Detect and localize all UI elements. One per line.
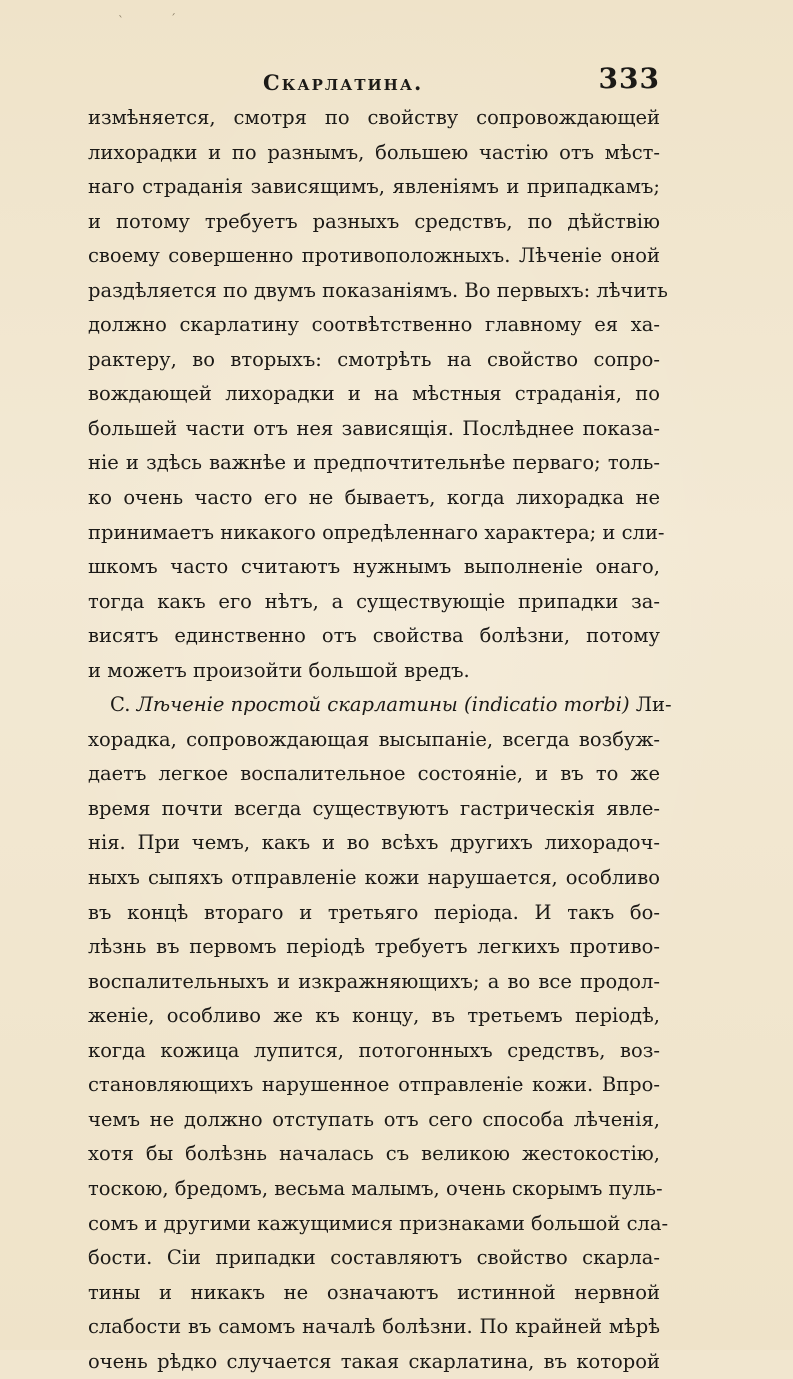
text-line: слабости въ самомъ началѣ болѣзни. По крайней мѣрѣ (88, 1315, 660, 1339)
text-line: ныхъ сыпяхъ отправленіе кожи нарушается, особливо (88, 866, 660, 890)
text-line: когда кожица лупится, потогонныхъ средствъ, воз- (88, 1038, 660, 1062)
page-number: 333 (598, 62, 660, 95)
text-line: большей части отъ нея зависящія. Послѣднее показа- (88, 416, 660, 440)
text-line: ко очень часто его не бываетъ, когда лихорадка не (88, 486, 660, 510)
text-line: хотя бы болѣзнь началась съ великою жестокостію, (88, 1142, 660, 1166)
text-line: принимаетъ никакого опредѣленнаго характера; и сли- (88, 520, 665, 544)
text-line: чемъ не должно отступать отъ сего способа лѣченія, (88, 1107, 660, 1131)
page-speck: ˊ (170, 12, 176, 26)
latin-term: (indicatio morbi) (464, 693, 630, 717)
text-line: ніе и здѣсь важнѣе и предпочтительнѣе перваго; толь- (88, 451, 660, 475)
text-line: женіе, особливо же къ концу, въ третьемъ періодѣ, (88, 1004, 660, 1028)
text-line: время почти всегда существуютъ гастрическія явле- (88, 796, 660, 820)
text-line: и потому требуетъ разныхъ средствъ, по дѣйствію (88, 209, 660, 233)
text-line: даетъ легкое воспалительное состояніе, и въ то же (88, 762, 660, 786)
text-line: тогда какъ его нѣтъ, а существующіе припадки за- (88, 589, 660, 613)
text-line: раздѣляется по двумъ показаніямъ. Во первыхъ: лѣчить (88, 278, 668, 302)
text-line: становляющихъ нарушенное отправленіе кожи. Впро- (88, 1073, 660, 1097)
text-line: измѣняется, смотря по свойству сопровождающей (88, 106, 660, 129)
line-continuation: Ли- (635, 693, 672, 717)
text-line: должно скарлатину соотвѣтственно главному ея ха- (88, 313, 660, 337)
text-line: вождающей лихорадки и на мѣстныя страданія, по (88, 382, 660, 406)
text-line: лихорадки и по разнымъ, большею частію отъ мѣст- (88, 140, 660, 164)
body-text (88, 101, 672, 1379)
text-line: своему совершенно противоположныхъ. Лѣченіе оной (88, 244, 660, 268)
text-line: тоскою, бредомъ, весьма малымъ, очень скорымъ пуль- (88, 1176, 663, 1200)
text-line: сомъ и другими кажущимися признаками большой сла- (88, 1211, 669, 1235)
text-line: рактеру, во вторыхъ: смотрѣть на свойство сопро- (88, 347, 660, 371)
text-line: воспалительныхъ и изкражняющихъ; а во все продол- (88, 969, 660, 993)
text-line: въ концѣ втораго и третьяго періода. И такъ бо- (88, 900, 660, 924)
page-speck: ˋ (118, 14, 124, 28)
text-line: шкомъ часто считаютъ нужнымъ выполненіе онаго, (88, 555, 660, 579)
text-line: нія. При чемъ, какъ и во всѣхъ другихъ лихорадоч- (88, 831, 660, 855)
text-line: бости. Сіи припадки составляютъ свойство скарла- (88, 1246, 660, 1270)
text-line: лѣзнь въ первомъ періодѣ требуетъ легкихъ противо- (88, 935, 660, 959)
section-letter: C. (110, 693, 131, 717)
text-line: и можетъ произойти большой вредъ. (88, 658, 470, 682)
running-head: Скарлатина. (263, 70, 424, 95)
text-line: хорадка, сопровождающая высыпаніе, всегда возбуж- (88, 727, 660, 751)
text-line: висятъ единственно отъ свойства болѣзни, потому (88, 624, 660, 648)
section-title: Лѣченіе простой скарлатины (136, 693, 458, 717)
text-line: очень рѣдко случается такая скарлатина, въ которой (88, 1349, 660, 1373)
text-line: наго страданія зависящимъ, явленіямъ и припадкамъ; (88, 175, 660, 199)
page-header (88, 62, 660, 96)
section-heading-line (88, 688, 672, 723)
text-line: тины и никакъ не означаютъ истинной нервной (88, 1280, 660, 1304)
